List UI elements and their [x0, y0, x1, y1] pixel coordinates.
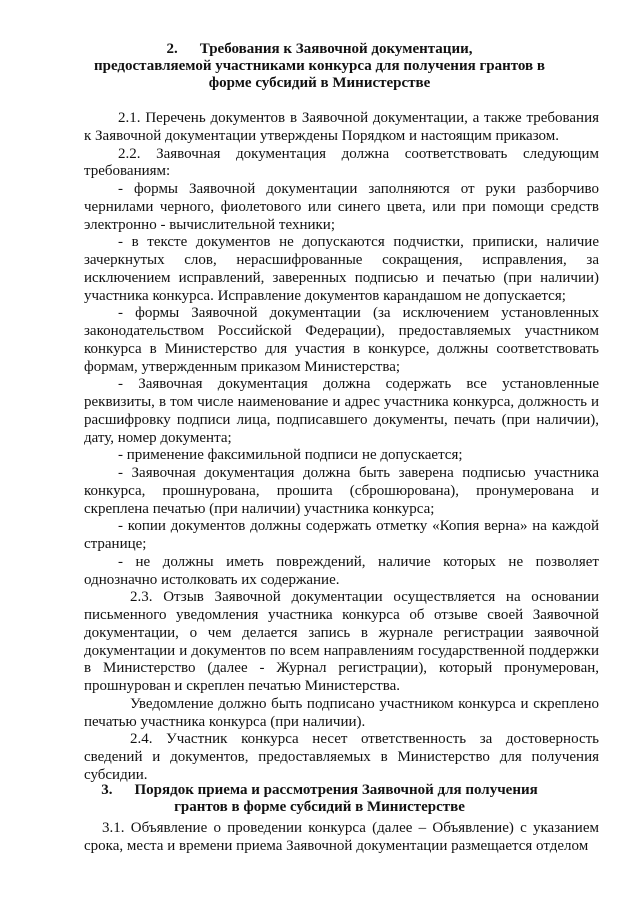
requirement-item: - Заявочная документация должна быть заверена подписью участника конкурса, прошнурована, прошита (сброшюрована), пронумерована и скреплена печатью (при наличии) участника конкурса;	[84, 465, 599, 517]
section-2-title-line: 2. Требования к Заявочной документации,	[166, 41, 473, 57]
requirement-item: - применение факсимильной подписи не допускается;	[118, 447, 463, 464]
requirement-item: - формы Заявочной документации (за исключением установленных законодательством Российской Федерации), предоставляемых участником конкурса в Министерство для участия в конкурсе, должны соответствовать формам, утвержденным приказом Министерства;	[84, 305, 599, 375]
section-2-number: 2.	[166, 41, 178, 57]
requirement-item: - копии документов должны содержать отметку «Копия верна» на каждой странице;	[84, 518, 599, 552]
paragraph-notice: Уведомление должно быть подписано участником конкурса и скреплено печатью участника конкурса (при наличии).	[84, 695, 599, 730]
requirement-item: - формы Заявочной документации заполняются от руки разборчиво чернилами черного, фиолетового или синего цвета, или при помощи средств электронно - вычислительной техники;	[84, 181, 599, 233]
section-2-body	[84, 110, 599, 785]
section-3-title-line: 3. Порядок приема и рассмотрения Заявочной для получения	[101, 782, 538, 798]
section-3-number: 3.	[101, 782, 113, 798]
paragraph-2-3: 2.3. Отзыв Заявочной документации осуществляется на основании письменного уведомления участника конкурса об отзыве своей Заявочной документации, о чем делается запись в журнале регистрации заявочной документации и документов по всем направлениям государственной поддержки в Министерство (далее - Журнал регистрации), который пронумерован, прошнурован и скреплен печатью Министерства.	[84, 589, 599, 694]
requirement-item: - Заявочная документация должна содержать все установленные реквизиты, в том числе наименование и адрес участника конкурса, должность и расшифровку подписи лица, подписавшего документы, печать (при наличии), дату, номер документа;	[84, 376, 599, 446]
section-3-body	[84, 820, 599, 856]
section-3-heading	[0, 782, 639, 816]
section-2-heading	[0, 41, 639, 92]
section-2-title-line: предоставляемой участниками конкурса для получения грантов в	[93, 58, 546, 74]
paragraph-2-2: 2.2. Заявочная документация должна соответствовать следующим требованиям:	[84, 145, 599, 180]
requirement-item: - в тексте документов не допускаются подчистки, приписки, наличие зачеркнутых слов, нерасшифрованные сокращения, исправления, за исключением исправлений, заверенных подписью и печатью (при наличии) участника конкурса. Исправление документов карандашом не допускается;	[84, 234, 599, 304]
section-2-title-line: форме субсидий в Министерстве	[208, 75, 431, 91]
paragraph-2-1: 2.1. Перечень документов в Заявочной документации, а также требования к Заявочной документации утверждены Порядком и настоящим приказом.	[84, 110, 599, 144]
section-3-title-line: грантов в форме субсидий в Министерстве	[174, 799, 465, 815]
paragraph-2-4: 2.4. Участник конкурса несет ответственность за достоверность сведений и документов, предоставляемых в Министерство для получения субсидии.	[84, 731, 599, 783]
requirement-item: - не должны иметь повреждений, наличие которых не позволяет однозначно истолковать их содержание.	[84, 553, 599, 588]
paragraph-3-1: 3.1. Объявление о проведении конкурса (далее – Объявление) с указанием срока, места и времени приема Заявочной документации размещается отделом	[84, 820, 599, 854]
